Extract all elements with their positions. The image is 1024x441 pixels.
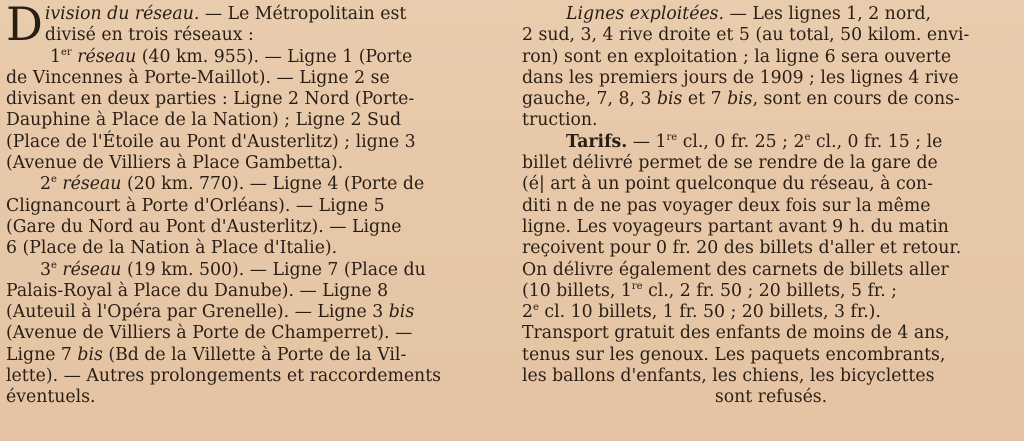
text-line: billet délivré permet de se rendre de la gare de (522, 153, 938, 174)
left-column (6, 0, 506, 409)
section-heading: ivision du réseau. (44, 4, 200, 24)
division-paragraph (6, 0, 506, 51)
tarifs-heading-line: Tarifs. — 1re cl., 0 fr. 25 ; 2e cl., 0 fr. 15 ; le (566, 131, 943, 152)
text-line: truction. (522, 110, 598, 131)
text-line: Ligne 7 bis (Bd de la Villette à Porte de la Vil- (6, 344, 407, 365)
text-line: (é| art à un point quelconque du réseau, à con- (522, 174, 934, 195)
text-line: Clignancourt à Porte d'Orléans). — Ligne 5 (6, 195, 385, 216)
lines-heading-line: Lignes exploitées. — Les lignes 1, 2 nord, (566, 4, 932, 24)
text-line: ron) sont en exploitation ; la ligne 6 sera ouverte (522, 46, 952, 67)
text-line: (Auteuil à l'Opéra par Grenelle). — Ligne 3 bis (6, 302, 415, 323)
text-line: reçoivent pour 0 fr. 20 des billets d'aller et retour. (522, 238, 962, 259)
text-line: divisant en deux parties : Ligne 2 Nord (Porte- (6, 89, 415, 110)
text-line: ligne. Les voyageurs partant avant 9 h. du matin (522, 216, 949, 237)
text-line: lette). — Autres prolongements et raccordements (6, 366, 442, 387)
text-line: (Place de l'Étoile au Pont d'Austerlitz) ; ligne 3 (6, 131, 416, 152)
text-line: sont refusés. (714, 387, 828, 408)
network-2-line: 2e réseau (20 km. 770). — Ligne 4 (Porte de (40, 174, 425, 195)
text-line: tenus sur les genoux. Les paquets encombrants, (522, 344, 946, 365)
text-line: Transport gratuit des enfants de moins de 4 ans, (522, 323, 950, 344)
text-line: 2 sud, 3, 4 rive droite et 5 (au total, 50 kilom. envi- (522, 25, 970, 46)
text-line: On délivre également des carnets de billets aller (522, 259, 949, 280)
text-line: (Avenue de Villiers à Porte de Champerret). — (6, 323, 413, 344)
text-line: gauche, 7, 8, 3 bis et 7 bis, sont en cours de cons- (522, 89, 960, 110)
text-line: diti n de ne pas voyager deux fois sur la même (522, 195, 931, 216)
text-line: (Avenue de Villiers à Place Gambetta). (6, 153, 344, 174)
text-line: Dauphine à Place de la Nation) ; Ligne 2 Sud (6, 110, 402, 131)
text-line: de Vincennes à Porte-Maillot). — Ligne 2 se (6, 67, 390, 88)
text-line: divisé en trois réseaux : (44, 25, 254, 46)
network-3-line: 3e réseau (19 km. 500). — Ligne 7 (Place du (40, 259, 426, 280)
section-heading: Tarifs. (566, 131, 628, 152)
text-line: (Gare du Nord au Pont d'Austerlitz). — Ligne (6, 216, 402, 237)
text-line: 2e cl. 10 billets, 1 fr. 50 ; 20 billets, 3 fr.). (522, 302, 881, 323)
text-line: éventuels. (6, 387, 96, 408)
text-line: dans les premiers jours de 1909 ; les lignes 4 rive (522, 67, 959, 88)
text-line: les ballons d'enfants, les chiens, les bicyclettes (522, 366, 935, 387)
network-1-line: 1er réseau (40 km. 955). — Ligne 1 (Porte (50, 46, 413, 67)
text-line: Palais-Royal à Place du Danube). — Ligne 8 (6, 280, 389, 301)
text-line: ivision du réseau. — Le Métropolitain est (44, 4, 407, 24)
right-column (522, 4, 1020, 409)
section-heading: Lignes exploitées. (566, 4, 725, 24)
drop-cap: D (6, 0, 43, 51)
text-line: 6 (Place de la Nation à Place d'Italie). (6, 238, 338, 259)
text-line: (10 billets, 1re cl., 2 fr. 50 ; 20 billets, 5 fr. ; (522, 280, 898, 301)
